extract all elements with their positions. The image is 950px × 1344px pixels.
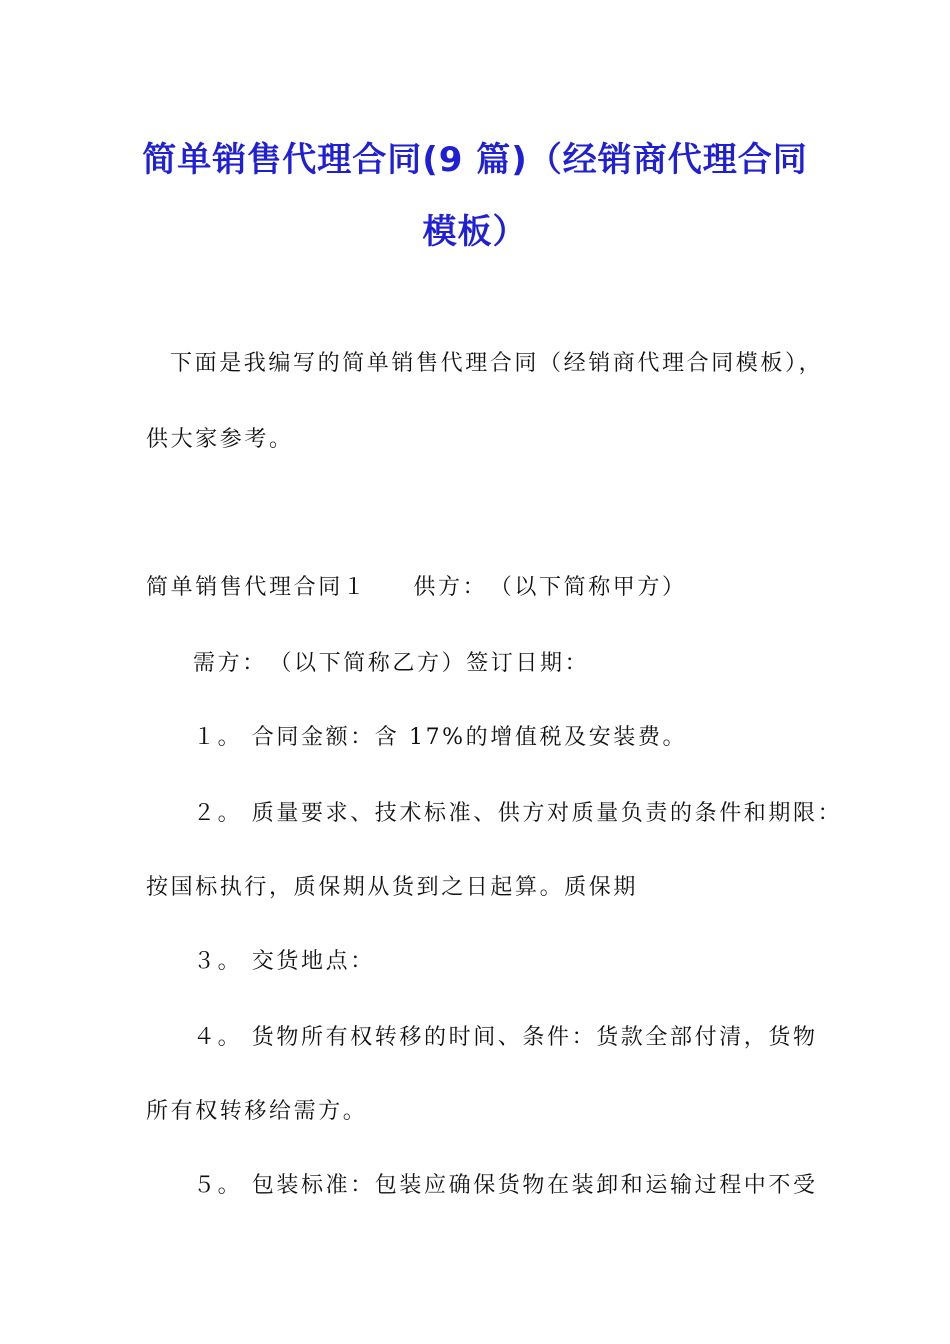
intro-paragraph-line-1: 下面是我编写的简单销售代理合同（经销商代理合同模板）， bbox=[170, 351, 824, 376]
clause-2-line-2: 按国标执行，质保期从货到之日起算。质保期 bbox=[146, 875, 639, 900]
clause-4-line-1: ４。 货物所有权转移的时间、条件：货款全部付清，货物 bbox=[193, 1025, 818, 1050]
buyer-line: 需方： （以下简称乙方）签订日期： bbox=[193, 651, 590, 676]
intro-paragraph-line-2: 供大家参考。 bbox=[146, 427, 294, 452]
contract-heading: 简单销售代理合同１ bbox=[146, 575, 368, 600]
document-title-line-1: 简单销售代理合同(9 篇)（经销商代理合同 bbox=[142, 140, 808, 180]
contract-heading-line bbox=[146, 570, 826, 601]
clause-5-line-1: ５。 包装标准：包装应确保货物在装卸和运输过程中不受 bbox=[193, 1173, 818, 1198]
clause-3: ３。 交货地点： bbox=[193, 949, 375, 974]
document-title-line-2: 模板） bbox=[422, 212, 528, 252]
clause-1: １。 合同金额：含 17%的增值税及安装费。 bbox=[193, 725, 688, 750]
clause-4-line-2: 所有权转移给需方。 bbox=[146, 1099, 368, 1124]
clause-2-line-1: ２。 质量要求、技术标准、供方对质量负责的条件和期限： bbox=[193, 801, 843, 826]
supplier-label: 供方： （以下简称甲方） bbox=[413, 575, 687, 600]
